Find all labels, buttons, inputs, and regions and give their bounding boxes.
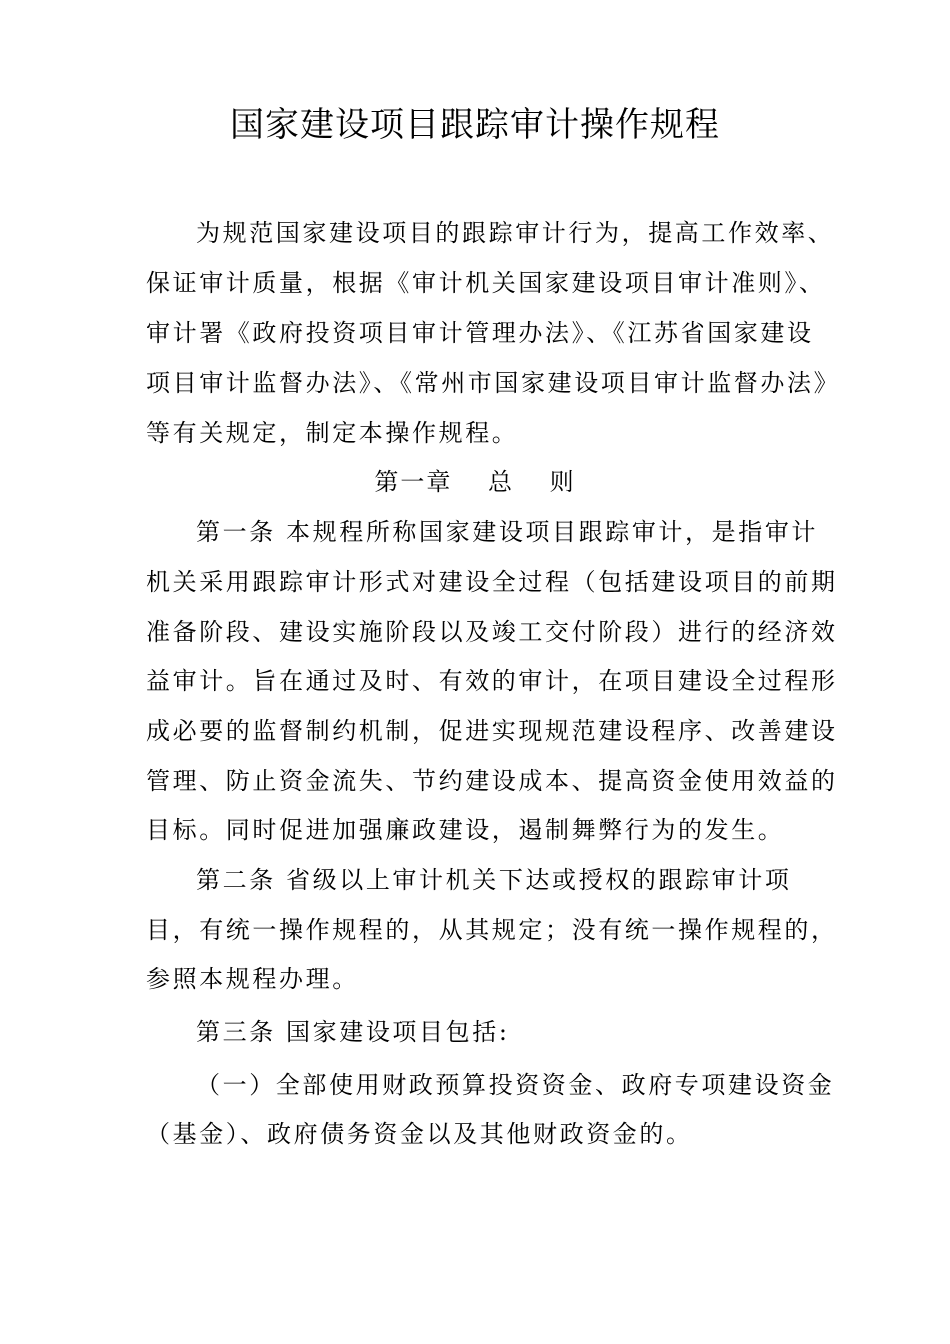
item-1-line: （一）全部使用财政预算投资资金、政府专项建设资金 xyxy=(196,1071,835,1099)
article-1-line: 目标。同时促进加强廉政建设，遏制舞弊行为的发生。 xyxy=(146,816,785,844)
preamble-line: 等有关规定，制定本操作规程。 xyxy=(146,419,519,447)
article-1-line: 益审计。旨在通过及时、有效的审计，在项目建设全过程形 xyxy=(146,667,838,695)
preamble-line: 审计署《政府投资项目审计管理办法》、《江苏省国家建设 xyxy=(146,319,814,347)
document-title: 国家建设项目跟踪审计操作规程 xyxy=(230,105,720,145)
article-1-line: 准备阶段、建设实施阶段以及竣工交付阶段）进行的经济效 xyxy=(146,618,838,646)
article-1-line: 机关采用跟踪审计形式对建设全过程（包括建设项目的前期 xyxy=(146,568,838,596)
article-2-line: 目，有统一操作规程的，从其规定；没有统一操作规程的， xyxy=(146,916,838,944)
chapter-heading: 第一章 总 则 xyxy=(374,468,576,496)
article-1-line: 管理、防止资金流失、节约建设成本、提高资金使用效益的 xyxy=(146,767,838,795)
article-3-line: 第三条 国家建设项目包括: xyxy=(196,1018,510,1046)
article-1-line: 第一条 本规程所称国家建设项目跟踪审计，是指审计 xyxy=(196,518,819,546)
preamble-line: 项目审计监督办法》、《常州市国家建设项目审计监督办法》 xyxy=(146,369,841,397)
article-1-line: 成必要的监督制约机制，促进实现规范建设程序、改善建设 xyxy=(146,717,838,745)
article-2-line: 第二条 省级以上审计机关下达或授权的跟踪审计项 xyxy=(196,866,792,894)
item-1-line: （基金）、政府债务资金以及其他财政资金的。 xyxy=(146,1120,693,1148)
preamble-line: 为规范国家建设项目的跟踪审计行为，提高工作效率、 xyxy=(196,219,835,247)
preamble-line: 保证审计质量，根据《审计机关国家建设项目审计准则》、 xyxy=(146,269,826,297)
article-2-line: 参照本规程办理。 xyxy=(146,965,359,993)
